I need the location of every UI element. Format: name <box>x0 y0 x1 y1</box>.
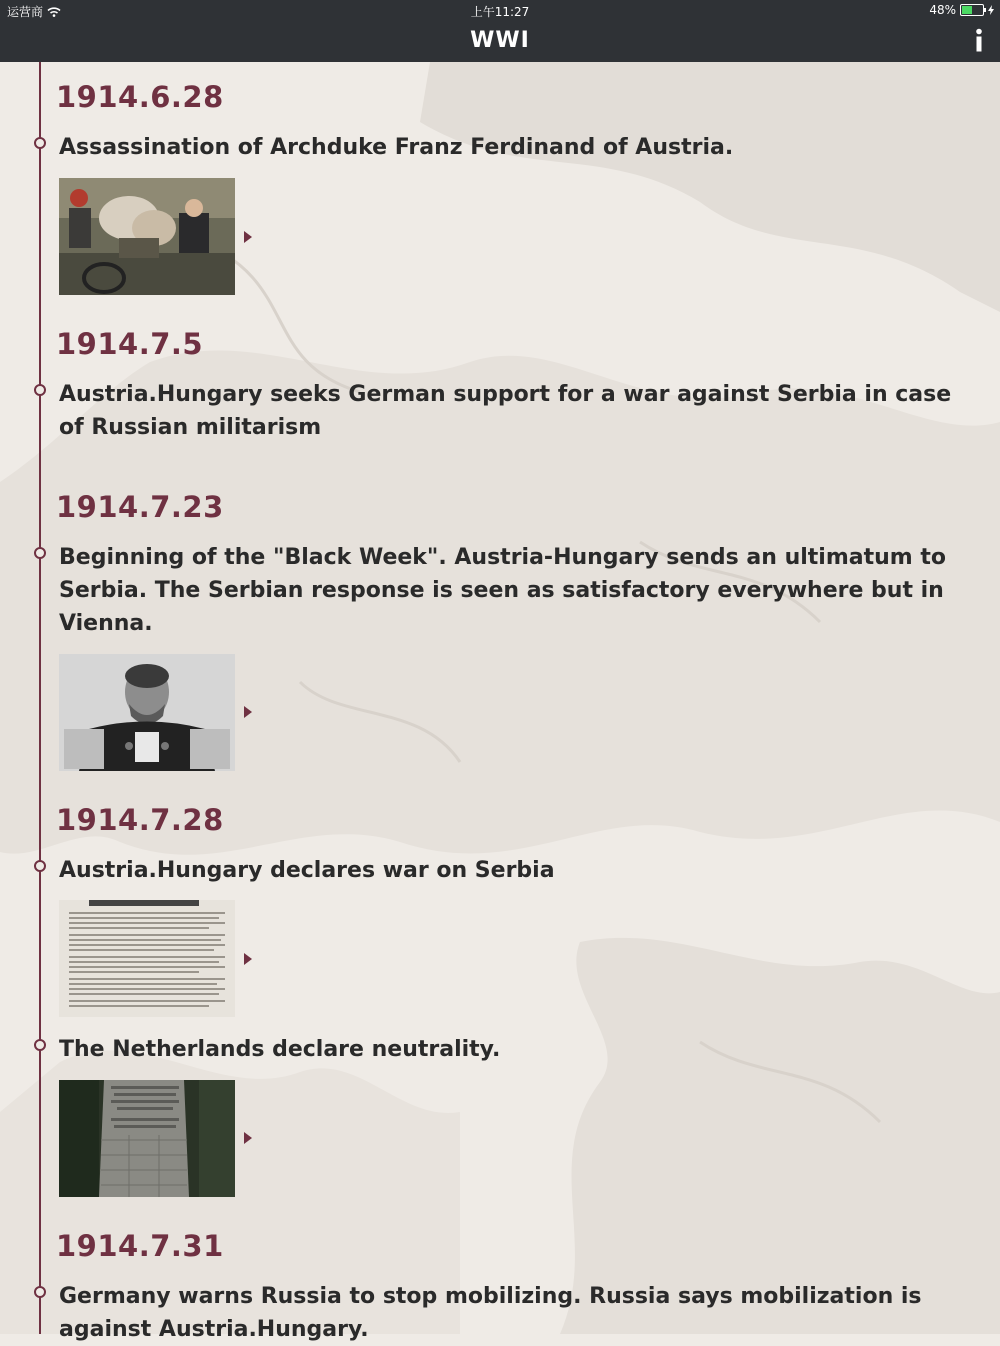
entry-text: Austria.Hungary declares war on Serbia <box>59 858 555 883</box>
entry-date: 1914.7.23 <box>56 490 224 524</box>
entry-date: 1914.6.28 <box>56 80 224 114</box>
battery-percent: 48% <box>929 3 956 17</box>
status-time: 上午11:27 <box>470 5 530 19</box>
entry-date: 1914.7.31 <box>56 1229 224 1263</box>
timeline-dot <box>34 137 46 149</box>
timeline-dot <box>34 1039 46 1051</box>
info-icon[interactable] <box>972 28 986 52</box>
status-bar <box>0 0 1000 20</box>
charging-bolt-icon <box>988 5 994 15</box>
expand-arrow-icon[interactable] <box>244 231 252 243</box>
entry-text: Beginning of the "Black Week". Austria-Hungary sends an ultimatum to Serbia. The Serbian response is seen as satisfactory everywhere but in Vienna. <box>59 545 947 636</box>
entry-date: 1914.7.5 <box>56 327 204 361</box>
carrier-label: 运营商 <box>7 5 44 19</box>
timeline-dot <box>34 547 46 559</box>
entry-date: 1914.7.28 <box>56 803 224 837</box>
entry-text: Austria.Hungary seeks German support for a war against Serbia in case of Russian militarism <box>59 382 952 440</box>
page-title: WWI <box>470 28 530 53</box>
tsar-portrait-thumbnail[interactable] <box>59 654 235 771</box>
assassination-painting-thumbnail[interactable] <box>59 178 235 295</box>
entry-text: Germany warns Russia to stop mobilizing. Russia says mobilization is against Austria.Hungary. <box>59 1284 922 1342</box>
neutrality-monument-thumbnail[interactable] <box>59 1080 235 1197</box>
entry-text: The Netherlands declare neutrality. <box>59 1037 501 1062</box>
timeline-dot <box>34 860 46 872</box>
timeline-dot <box>34 1286 46 1298</box>
entry-text: Assassination of Archduke Franz Ferdinand of Austria. <box>59 135 734 160</box>
expand-arrow-icon[interactable] <box>244 1132 252 1144</box>
expand-arrow-icon[interactable] <box>244 953 252 965</box>
expand-arrow-icon[interactable] <box>244 706 252 718</box>
timeline-dot <box>34 384 46 396</box>
timeline-line <box>39 62 41 1334</box>
top-bar <box>0 0 1000 62</box>
battery-icon <box>960 4 984 16</box>
battery-status <box>929 3 994 17</box>
declaration-document-thumbnail[interactable] <box>59 900 235 1017</box>
